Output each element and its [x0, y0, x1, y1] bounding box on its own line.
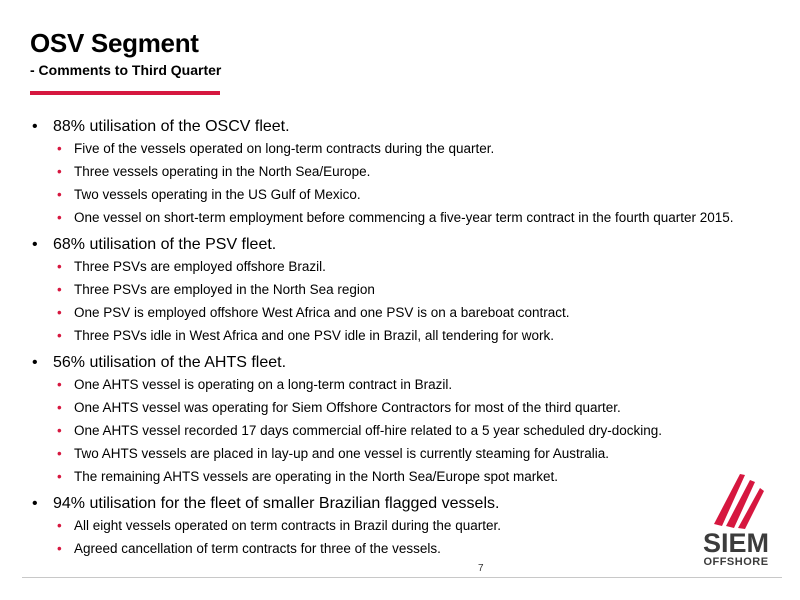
section-heading — [32, 117, 772, 137]
list-item — [32, 140, 772, 158]
list-item — [32, 281, 772, 299]
bullet-icon: • — [57, 141, 62, 156]
bullet-icon: • — [57, 377, 62, 392]
section-heading-text: 88% utilisation of the OSCV fleet. — [53, 118, 290, 135]
logo-tagline: OFFSHORE — [703, 556, 769, 568]
list-item — [32, 209, 772, 227]
list-item — [32, 327, 772, 345]
section-heading-text: 94% utilisation for the fleet of smaller Brazilian flagged vessels. — [53, 495, 500, 512]
list-item-text: One vessel on short-term employment before commencing a five-year term contract in the fourth quarter 2015. — [74, 210, 734, 225]
list-item — [32, 304, 772, 322]
list-item-text: One AHTS vessel was operating for Siem Offshore Contractors for most of the third quarter. — [74, 400, 621, 415]
bullet-icon: • — [32, 118, 38, 135]
list-item-text: All eight vessels operated on term contracts in Brazil during the quarter. — [74, 518, 501, 533]
list-item-text: Two vessels operating in the US Gulf of Mexico. — [74, 187, 361, 202]
page-number: 7 — [478, 563, 484, 574]
list-item-text: Three PSVs are employed in the North Sea region — [74, 282, 375, 297]
list-item-text: One AHTS vessel is operating on a long-term contract in Brazil. — [74, 377, 453, 392]
section-oscv — [32, 117, 772, 227]
slide-content — [32, 117, 772, 566]
bullet-icon: • — [57, 187, 62, 202]
bullet-icon: • — [57, 541, 62, 556]
list-item — [32, 517, 772, 535]
sub-list — [32, 376, 772, 486]
sub-list — [32, 140, 772, 227]
list-item — [32, 186, 772, 204]
list-item — [32, 540, 772, 558]
list-item-text: Two AHTS vessels are placed in lay-up and one vessel is currently steaming for Australia. — [74, 446, 610, 461]
section-heading — [32, 353, 772, 373]
bullet-icon: • — [57, 446, 62, 461]
bullet-icon: • — [57, 259, 62, 274]
bullet-icon: • — [32, 495, 38, 512]
list-item-text: The remaining AHTS vessels are operating in the North Sea/Europe spot market. — [74, 469, 558, 484]
slide-title: OSV Segment — [30, 28, 199, 58]
title-underline — [30, 91, 220, 95]
list-item-text: Three PSVs are employed offshore Brazil. — [74, 259, 326, 274]
section-heading — [32, 494, 772, 514]
slide-subtitle: - Comments to Third Quarter — [30, 62, 222, 78]
list-item — [32, 468, 772, 486]
bullet-icon: • — [57, 400, 62, 415]
sub-list — [32, 517, 772, 558]
bullet-icon: • — [32, 354, 38, 371]
section-ahts — [32, 353, 772, 486]
list-item-text: One AHTS vessel recorded 17 days commercial off-hire related to a 5 year scheduled dry-docking. — [74, 423, 663, 438]
section-psv — [32, 235, 772, 345]
footer-divider — [22, 577, 782, 578]
section-brazilian-fleet — [32, 494, 772, 558]
list-item — [32, 376, 772, 394]
section-heading-text: 68% utilisation of the PSV fleet. — [53, 236, 277, 253]
siem-offshore-logo — [688, 472, 784, 572]
bullet-icon: • — [57, 210, 62, 225]
bullet-icon: • — [57, 518, 62, 533]
list-item — [32, 399, 772, 417]
list-item — [32, 258, 772, 276]
bullet-icon: • — [32, 236, 38, 253]
list-item-text: Three vessels operating in the North Sea/Europe. — [74, 164, 371, 179]
list-item-text: Three PSVs idle in West Africa and one PSV idle in Brazil, all tendering for work. — [74, 328, 554, 343]
list-item-text: Agreed cancellation of term contracts for three of the vessels. — [74, 541, 441, 556]
logo-wordmark: SIEM — [702, 528, 769, 558]
sail-icon — [710, 472, 766, 530]
section-heading-text: 56% utilisation of the AHTS fleet. — [53, 354, 287, 371]
section-heading — [32, 235, 772, 255]
list-item — [32, 163, 772, 181]
bullet-icon: • — [57, 305, 62, 320]
sub-list — [32, 258, 772, 345]
bullet-icon: • — [57, 423, 62, 438]
bullet-icon: • — [57, 328, 62, 343]
list-item — [32, 445, 772, 463]
bullet-icon: • — [57, 282, 62, 297]
list-item-text: One PSV is employed offshore West Africa and one PSV is on a bareboat contract. — [74, 305, 570, 320]
bullet-icon: • — [57, 164, 62, 179]
list-item — [32, 422, 772, 440]
bullet-icon: • — [57, 469, 62, 484]
list-item-text: Five of the vessels operated on long-term contracts during the quarter. — [74, 141, 495, 156]
